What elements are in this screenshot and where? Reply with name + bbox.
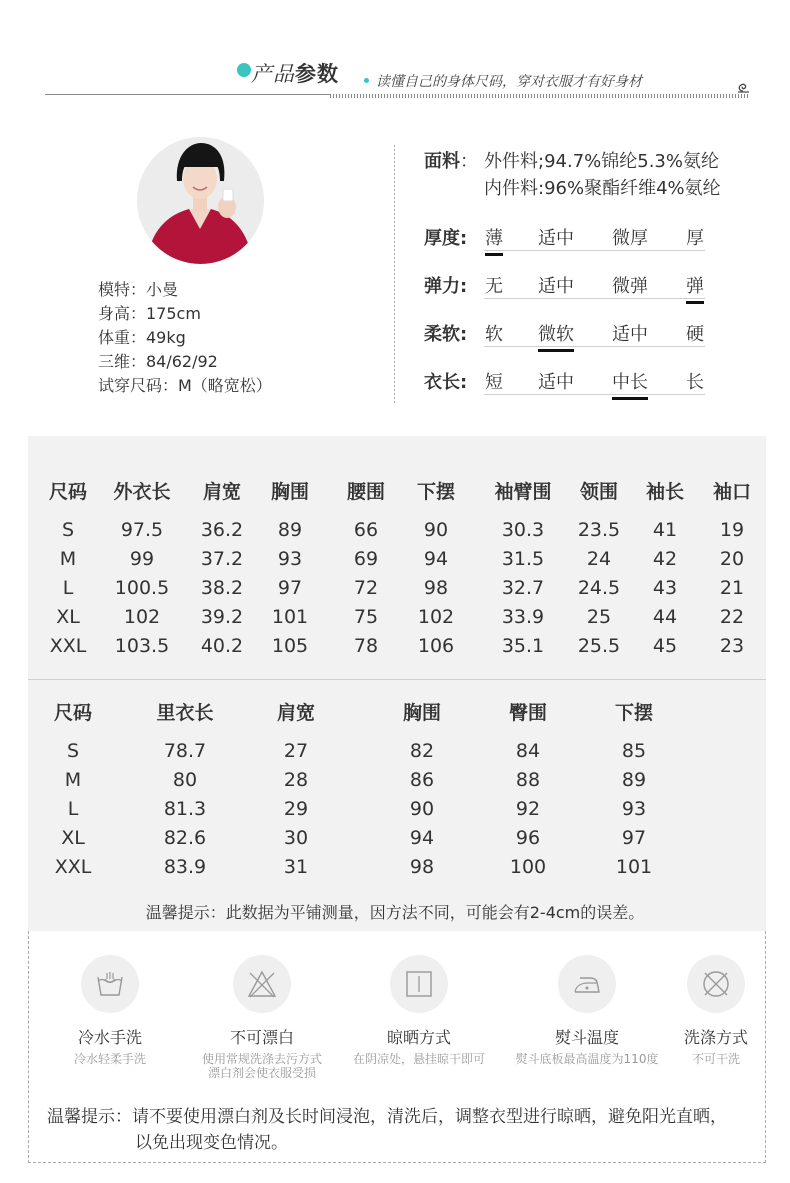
fabric-outer: 外件料;94.7%锦纶5.3%氨纶 [484,151,719,172]
outer-table-cell: 32.7 [501,577,545,599]
inner-table-cell: 100 [509,856,547,878]
outer-table-cell: 40.2 [200,635,244,657]
outer-table-cell: 97.5 [120,519,164,541]
outer-table-header-cell: 胸围 [270,481,309,503]
attribute-elasticity: 弹力: 无 适中 微弹 弹 [424,272,714,302]
outer-table-cell: 42 [652,548,678,570]
attr-option: 硬 [686,324,704,345]
cold-wash-icon [95,969,125,999]
measure-tip: 温馨提示：此数据为平铺测量，因方法不同，可能会有2-4cm的误差。 [145,903,645,922]
outer-table-cell: 72 [353,577,379,599]
table-divider [28,679,766,680]
inner-table-cell: 81.3 [163,798,207,820]
fabric-inner: 内件料:96%聚酯纤维4%氨纶 [484,178,721,199]
outer-table-cell: XXL [49,635,87,657]
fabric-info: 面料： 外件料;94.7%锦纶5.3%氨纶 内件料:96%聚酯纤维4%氨纶 [424,148,721,202]
inner-table-cell: 27 [283,740,309,762]
attr-option: 软 [485,324,503,345]
outer-table-header-cell: 袖长 [645,481,684,503]
attr-option: 长 [686,372,704,393]
inner-table-cell: 78.7 [163,740,207,762]
inner-table-cell: 30 [283,827,309,849]
inner-table-cell: 85 [621,740,647,762]
outer-table-cell: 30.3 [501,519,545,541]
outer-table-cell: 43 [652,577,678,599]
care-line-dry: 晾晒方式 在阴凉处，悬挂晾干即可 [344,955,494,1066]
header-dotted-line [330,94,750,98]
no-dry-clean-icon [701,969,731,999]
care-no-dry-clean: 洗涤方式 不可干洗 [641,955,790,1066]
outer-table-cell: 21 [719,577,745,599]
attribute-length: 衣长: 短 适中 中长 长 [424,368,714,398]
outer-table-cell: 94 [423,548,449,570]
line-dry-icon [404,969,434,999]
model-measurements: 三维：84/62/92 [98,352,218,371]
inner-table-cell: 96 [515,827,541,849]
accent-dot [237,63,251,77]
inner-table-header-cell: 下摆 [614,702,653,724]
outer-table-header-cell: 领围 [579,481,618,503]
attr-option: 适中 [538,228,574,249]
outer-table-header-cell: 外衣长 [113,481,171,503]
outer-table-cell: 90 [423,519,449,541]
outer-table-cell: 89 [277,519,303,541]
outer-table-cell: 102 [417,606,455,628]
inner-table-cell: 80 [172,769,198,791]
inner-table-cell: 82 [409,740,435,762]
care-no-bleach: 不可漂白 使用常规洗涤去污方式 漂白剂会使衣服受损 [187,955,337,1080]
inner-table-cell: 97 [621,827,647,849]
vertical-divider [394,145,395,405]
attribute-thickness: 厚度: 薄 适中 微厚 厚 [424,224,714,254]
outer-table-header-cell: 尺码 [48,481,87,503]
section-header [0,0,790,110]
outer-table-header-cell: 下摆 [416,481,455,503]
inner-table-cell: 86 [409,769,435,791]
care-iron: 熨斗温度 熨斗底板最高温度为110度 [512,955,662,1066]
outer-table-cell: 35.1 [501,635,545,657]
outer-table-cell: 24 [586,548,612,570]
outer-table-cell: 25.5 [577,635,621,657]
outer-table-cell: 37.2 [200,548,244,570]
attr-option: 弹 [686,272,704,298]
inner-table-cell: 82.6 [163,827,207,849]
outer-table-cell: S [61,519,75,541]
inner-table-header-cell: 肩宽 [276,702,315,724]
outer-table-cell: XL [56,606,80,628]
outer-table-cell: 41 [652,519,678,541]
outer-table-cell: 106 [417,635,455,657]
inner-table-cell: 92 [515,798,541,820]
outer-table-header-cell: 袖口 [712,481,751,503]
outer-table-cell: 22 [719,606,745,628]
inner-table-cell: M [64,769,82,791]
outer-table-header-cell: 腰围 [346,481,385,503]
inner-table-cell: 89 [621,769,647,791]
model-name: 模特：小曼 [98,280,179,299]
attr-option: 短 [485,372,503,393]
outer-table-cell: 105 [271,635,309,657]
no-bleach-icon [247,969,277,999]
outer-table-cell: 33.9 [501,606,545,628]
attr-option: 微厚 [612,228,648,249]
swirl-icon [736,80,750,94]
attr-option: 适中 [538,372,574,393]
inner-table-cell: 31 [283,856,309,878]
care-tip: 温馨提示：请不要使用漂白剂及长时间浸泡，清洗后，调整衣型进行晾晒，避免阳光直晒， 以免出现变色情况。 [47,1107,727,1153]
inner-table-header-cell: 里衣长 [156,702,214,724]
inner-table-cell: 28 [283,769,309,791]
outer-table-cell: 102 [123,606,161,628]
inner-table-cell: XL [61,827,85,849]
outer-table-cell: 36.2 [200,519,244,541]
inner-table-cell: 98 [409,856,435,878]
inner-table-cell: 84 [515,740,541,762]
inner-table-cell: 93 [621,798,647,820]
attribute-softness: 柔软: 软 微软 适中 硬 [424,320,714,350]
inner-table-cell: 90 [409,798,435,820]
inner-table-cell: S [66,740,80,762]
inner-table-header-cell: 尺码 [53,702,92,724]
outer-table-cell: 98 [423,577,449,599]
attr-option: 微弹 [612,276,648,297]
outer-table-cell: 23 [719,635,745,657]
outer-table-cell: L [62,577,74,599]
outer-table-cell: 45 [652,635,678,657]
care-cold-wash: 冷水手洗 冷水轻柔手洗 [35,955,185,1066]
inner-table-header-cell: 臀围 [508,702,547,724]
attr-option: 适中 [538,276,574,297]
inner-table-cell: L [67,798,79,820]
outer-table-cell: 103.5 [114,635,170,657]
inner-table-cell: 83.9 [163,856,207,878]
outer-table-header-cell: 袖臂围 [494,481,552,503]
attr-option: 薄 [485,224,503,250]
inner-table-cell: 29 [283,798,309,820]
model-photo [137,137,264,264]
outer-table-cell: M [59,548,77,570]
outer-table-cell: 19 [719,519,745,541]
outer-table-cell: 101 [271,606,309,628]
outer-table-cell: 78 [353,635,379,657]
outer-table-cell: 31.5 [501,548,545,570]
outer-table-cell: 66 [353,519,379,541]
outer-table-header-cell: 肩宽 [202,481,241,503]
outer-table-cell: 20 [719,548,745,570]
attr-option: 微软 [538,320,574,346]
header-solid-line [45,94,330,95]
outer-table-cell: 97 [277,577,303,599]
outer-table-cell: 38.2 [200,577,244,599]
outer-table-cell: 100.5 [114,577,170,599]
outer-table-cell: 75 [353,606,379,628]
model-try-size: 试穿尺码：M（略宽松） [98,376,272,395]
subtitle-dot [364,78,369,83]
outer-table-cell: 99 [129,548,155,570]
outer-table-cell: 39.2 [200,606,244,628]
attr-option: 厚 [686,228,704,249]
model-weight: 体重：49kg [98,328,186,347]
model-illustration [137,137,264,264]
inner-table-cell: 88 [515,769,541,791]
section-subtitle: 读懂自己的身体尺码，穿对衣服才有好身材 [376,74,642,90]
iron-icon [572,969,602,999]
section-title: 产品参数 [251,62,339,86]
attr-option: 无 [485,276,503,297]
model-info [98,278,272,398]
outer-table-cell: 23.5 [577,519,621,541]
inner-table-cell: 94 [409,827,435,849]
model-height: 身高：175cm [98,304,201,323]
inner-table-header-cell: 胸围 [402,702,441,724]
inner-table-cell: XXL [54,856,92,878]
attr-option: 中长 [612,368,648,394]
outer-table-cell: 25 [586,606,612,628]
outer-table-cell: 69 [353,548,379,570]
attr-option: 适中 [612,324,648,345]
outer-table-cell: 24.5 [577,577,621,599]
inner-table-cell: 101 [615,856,653,878]
outer-table-cell: 44 [652,606,678,628]
outer-table-cell: 93 [277,548,303,570]
